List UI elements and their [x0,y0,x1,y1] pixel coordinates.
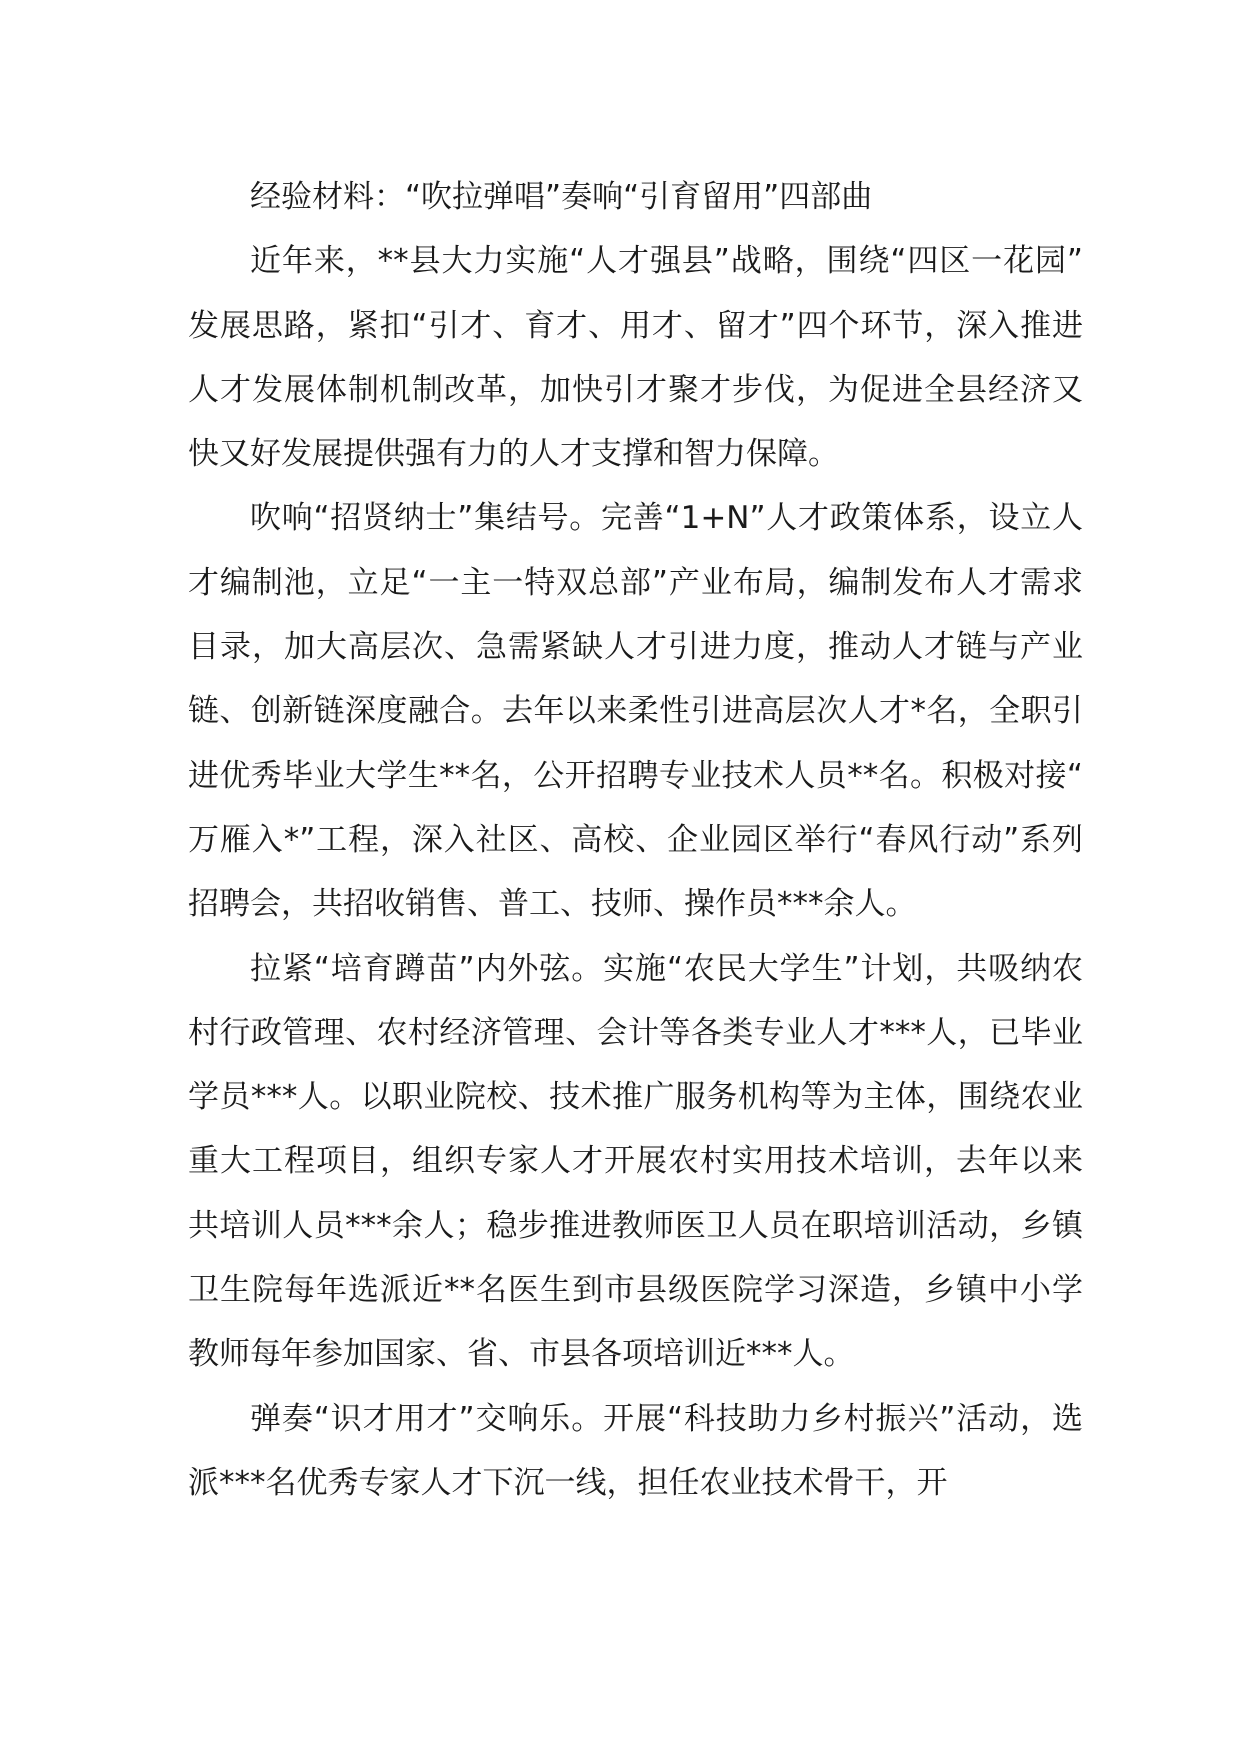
paragraph-intro: 近年来，**县大力实施“人才强县”战略，围绕“四区一花园”发展思路，紧扣“引才、育才、用才、留才”四个环节，深入推进人才发展体制机制改革，加快引才聚才步伐，为促进全县经济又快又好发展提供强有力的人才支撑和智力保障。 [188,243,1083,473]
paragraph-cultivate: 拉紧“培育蹲苗”内外弦。实施“农民大学生”计划，共吸纳农村行政管理、农村经济管理、会计等各类专业人才***人，已毕业学员***人。以职业院校、技术推广服务机构等为主体，围绕农业重大工程项目，组织专家人才开展农村实用技术培训，去年以来共培训人员***余人；稳步推进教师医卫人员在职培训活动，乡镇卫生院每年选派近**名医生到市县级医院学习深造，乡镇中小学教师每年参加国家、省、市县各项培训近***人。 [188,950,1083,1373]
document-title: 经验材料：“吹拉弹唱”奏响“引育留用”四部曲 [250,179,873,215]
paragraph-recruit: 吹响“招贤纳士”集结号。完善“1+N”人才政策体系，设立人才编制池，立足“一主一特双总部”产业布局，编制发布人才需求目录，加大高层次、急需紧缺人才引进力度，推动人才链与产业链、创新链深度融合。去年以来柔性引进高层次人才*名，全职引进优秀毕业大学生**名，公开招聘专业技术人员**名。积极对接“万雁入*”工程，深入社区、高校、企业园区举行“春风行动”系列招聘会，共招收销售、普工、技师、操作员***余人。 [188,500,1083,923]
paragraph-employ: 弹奏“识才用才”交响乐。开展“科技助力乡村振兴”活动，选派***名优秀专家人才下沉一线，担任农业技术骨干，开 [188,1400,1083,1501]
document-page [188,165,1083,1515]
